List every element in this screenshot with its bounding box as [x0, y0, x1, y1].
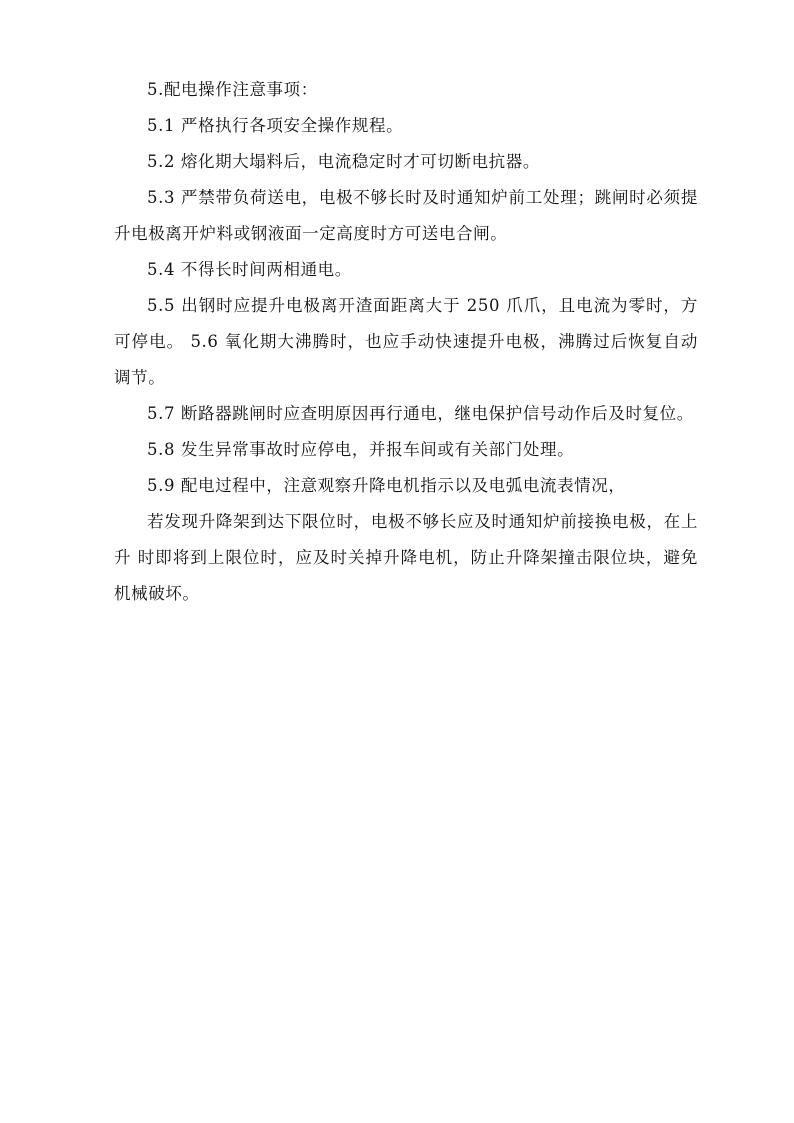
- paragraph-5-2: 5.2 熔化期大塌料后，电流稳定时才可切断电抗器。: [147, 152, 540, 171]
- paragraph-5-8: 5.8 发生异常事故时应停电，并报车间或有关部门处理。: [147, 440, 575, 459]
- paragraph-5-3: 5.3 严禁带负荷送电，电极不够长时及时通知炉前工处理；跳闸时必须提升电极离开炉料或钢液面一定高度时方可送电合闸。: [114, 188, 698, 243]
- paragraph-5-4: 5.4 不得长时间两相通电。: [147, 260, 352, 279]
- section-heading: 5.配电操作注意事项：: [147, 80, 318, 99]
- paragraph-5-9: 5.9 配电过程中，注意观察升降电机指示以及电弧电流表情况，: [147, 476, 626, 495]
- document-body: [114, 72, 698, 612]
- paragraph-5-5-5-6: 5.5 出钢时应提升电极离开渣面距离大于 250 爪爪，且电流为零时，方可停电。 5.6 氧化期大沸腾时，也应手动快速提升电极，沸腾过后恢复自动调节。: [114, 296, 698, 387]
- paragraph-5-1: 5.1 严格执行各项安全操作规程。: [147, 116, 404, 135]
- paragraph-5-7: 5.7 断路器跳闸时应查明原因再行通电，继电保护信号动作后及时复位。: [147, 404, 694, 423]
- paragraph-5-9-continued: 若发现升降架到达下限位时，电极不够长应及时通知炉前接换电极，在上升 时即将到上限位时，应及时关掉升降电机，防止升降架撞击限位块，避免机械破坏。: [114, 512, 698, 603]
